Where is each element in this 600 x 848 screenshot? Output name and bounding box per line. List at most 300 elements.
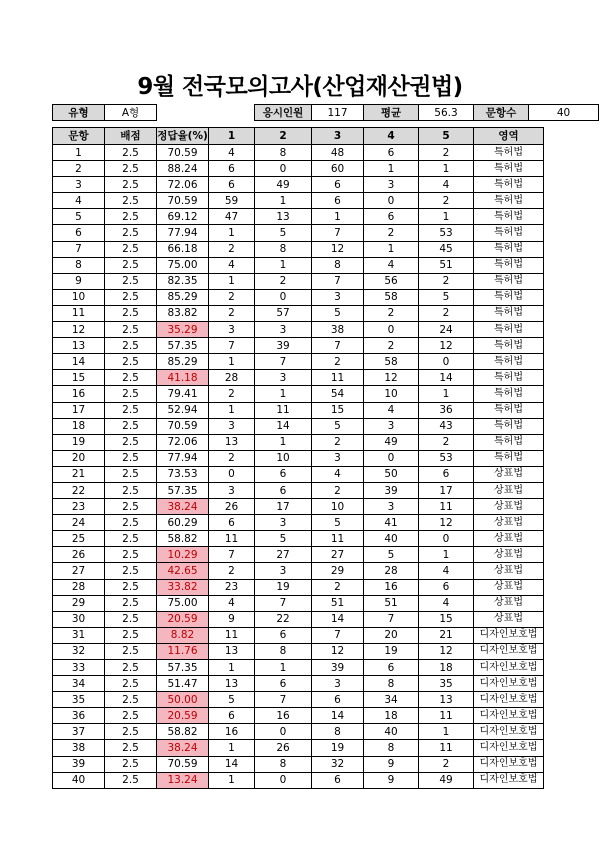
choice-3-count: 19 [312, 740, 364, 756]
page-title: 9월 전국모의고사(산업재산권법) [137, 74, 463, 100]
points: 2.5 [105, 692, 157, 708]
area: 디자인보호법 [474, 724, 544, 740]
choice-4-count: 3 [364, 177, 419, 193]
choice-2-count: 1 [255, 386, 312, 402]
choice-4-count: 50 [364, 466, 419, 482]
choice-3-count: 6 [312, 692, 364, 708]
choice-5-count: 11 [419, 708, 474, 724]
choice-1-count: 6 [209, 161, 255, 177]
header-choice-1: 1 [209, 128, 255, 145]
table-row [53, 354, 544, 370]
area: 상표법 [474, 547, 544, 563]
area: 특허법 [474, 177, 544, 193]
summary-table [52, 104, 599, 121]
choice-5-count: 2 [419, 756, 474, 772]
area: 디자인보호법 [474, 772, 544, 788]
choice-3-count: 11 [312, 370, 364, 386]
choice-5-count: 2 [419, 193, 474, 209]
choice-3-count: 11 [312, 531, 364, 547]
choice-2-count: 57 [255, 305, 312, 321]
area: 특허법 [474, 257, 544, 273]
choice-2-count: 8 [255, 145, 312, 161]
choice-5-count: 51 [419, 257, 474, 273]
table-row [53, 660, 544, 676]
correct-rate: 82.35 [157, 273, 209, 289]
choice-1-count: 13 [209, 643, 255, 659]
choice-5-count: 36 [419, 402, 474, 418]
table-row [53, 643, 544, 659]
question-number: 21 [53, 466, 105, 482]
choice-4-count: 6 [364, 209, 419, 225]
choice-3-count: 3 [312, 676, 364, 692]
question-number: 39 [53, 756, 105, 772]
correct-rate: 38.24 [157, 499, 209, 515]
table-row [53, 225, 544, 241]
choice-5-count: 5 [419, 289, 474, 305]
choice-1-count: 9 [209, 611, 255, 627]
choice-3-count: 32 [312, 756, 364, 772]
type-value: A형 [105, 105, 157, 121]
points: 2.5 [105, 756, 157, 772]
question-number: 22 [53, 482, 105, 498]
choice-4-count: 4 [364, 257, 419, 273]
choice-3-count: 1 [312, 209, 364, 225]
choice-3-count: 29 [312, 563, 364, 579]
points: 2.5 [105, 145, 157, 161]
choice-2-count: 3 [255, 322, 312, 338]
table-row [53, 418, 544, 434]
area: 디자인보호법 [474, 740, 544, 756]
correct-rate: 72.06 [157, 177, 209, 193]
table-row [53, 177, 544, 193]
choice-4-count: 3 [364, 418, 419, 434]
choice-3-count: 7 [312, 627, 364, 643]
table-row [53, 273, 544, 289]
choice-2-count: 5 [255, 531, 312, 547]
correct-rate: 77.94 [157, 225, 209, 241]
choice-3-count: 14 [312, 708, 364, 724]
choice-5-count: 1 [419, 547, 474, 563]
points: 2.5 [105, 370, 157, 386]
area: 특허법 [474, 354, 544, 370]
choice-1-count: 4 [209, 595, 255, 611]
points: 2.5 [105, 627, 157, 643]
area: 특허법 [474, 418, 544, 434]
correct-rate: 58.82 [157, 724, 209, 740]
choice-1-count: 6 [209, 515, 255, 531]
correct-rate: 70.59 [157, 756, 209, 772]
area: 상표법 [474, 499, 544, 515]
choice-5-count: 12 [419, 643, 474, 659]
choice-2-count: 3 [255, 515, 312, 531]
table-row [53, 499, 544, 515]
choice-5-count: 11 [419, 740, 474, 756]
table-row [53, 466, 544, 482]
results-table [52, 127, 544, 789]
points: 2.5 [105, 515, 157, 531]
area: 디자인보호법 [474, 756, 544, 772]
points: 2.5 [105, 354, 157, 370]
correct-rate: 83.82 [157, 305, 209, 321]
table-row [53, 756, 544, 772]
area: 특허법 [474, 241, 544, 257]
correct-rate: 52.94 [157, 402, 209, 418]
choice-3-count: 51 [312, 595, 364, 611]
choice-2-count: 6 [255, 482, 312, 498]
table-row [53, 145, 544, 161]
choice-1-count: 1 [209, 225, 255, 241]
choice-5-count: 6 [419, 466, 474, 482]
choice-3-count: 7 [312, 338, 364, 354]
points: 2.5 [105, 772, 157, 788]
question-number: 31 [53, 627, 105, 643]
correct-rate: 38.24 [157, 740, 209, 756]
table-row [53, 482, 544, 498]
question-number: 32 [53, 643, 105, 659]
choice-2-count: 2 [255, 273, 312, 289]
choice-5-count: 24 [419, 322, 474, 338]
choice-2-count: 3 [255, 370, 312, 386]
question-number: 13 [53, 338, 105, 354]
table-row [53, 740, 544, 756]
points: 2.5 [105, 611, 157, 627]
area: 특허법 [474, 434, 544, 450]
table-row [53, 611, 544, 627]
choice-1-count: 2 [209, 386, 255, 402]
points: 2.5 [105, 209, 157, 225]
choice-5-count: 13 [419, 692, 474, 708]
choice-5-count: 0 [419, 531, 474, 547]
choice-3-count: 2 [312, 482, 364, 498]
choice-2-count: 0 [255, 772, 312, 788]
question-number: 4 [53, 193, 105, 209]
question-number: 10 [53, 289, 105, 305]
area: 디자인보호법 [474, 643, 544, 659]
choice-2-count: 16 [255, 708, 312, 724]
choice-2-count: 39 [255, 338, 312, 354]
choice-4-count: 0 [364, 450, 419, 466]
choice-2-count: 13 [255, 209, 312, 225]
question-number: 14 [53, 354, 105, 370]
choice-1-count: 2 [209, 563, 255, 579]
area: 디자인보호법 [474, 692, 544, 708]
choice-1-count: 4 [209, 145, 255, 161]
choice-1-count: 26 [209, 499, 255, 515]
area: 특허법 [474, 145, 544, 161]
choice-3-count: 14 [312, 611, 364, 627]
choice-1-count: 1 [209, 354, 255, 370]
choice-1-count: 14 [209, 756, 255, 772]
table-row [53, 627, 544, 643]
points: 2.5 [105, 418, 157, 434]
correct-rate: 33.82 [157, 579, 209, 595]
correct-rate: 10.29 [157, 547, 209, 563]
table-row [53, 692, 544, 708]
correct-rate: 60.29 [157, 515, 209, 531]
choice-5-count: 4 [419, 563, 474, 579]
choice-2-count: 17 [255, 499, 312, 515]
choice-5-count: 2 [419, 305, 474, 321]
area: 상표법 [474, 531, 544, 547]
choice-3-count: 10 [312, 499, 364, 515]
table-header-row [53, 128, 544, 145]
points: 2.5 [105, 676, 157, 692]
area: 상표법 [474, 595, 544, 611]
choice-4-count: 7 [364, 611, 419, 627]
question-number: 29 [53, 595, 105, 611]
choice-4-count: 40 [364, 531, 419, 547]
correct-rate: 75.00 [157, 595, 209, 611]
table-row [53, 450, 544, 466]
choice-3-count: 38 [312, 322, 364, 338]
choice-4-count: 2 [364, 305, 419, 321]
question-number: 25 [53, 531, 105, 547]
choice-3-count: 3 [312, 289, 364, 305]
choice-3-count: 5 [312, 305, 364, 321]
table-row [53, 434, 544, 450]
correct-rate: 88.24 [157, 161, 209, 177]
points: 2.5 [105, 643, 157, 659]
points: 2.5 [105, 402, 157, 418]
choice-1-count: 3 [209, 482, 255, 498]
correct-rate: 11.76 [157, 643, 209, 659]
header-choice-4: 4 [364, 128, 419, 145]
choice-2-count: 6 [255, 627, 312, 643]
table-row [53, 547, 544, 563]
points: 2.5 [105, 482, 157, 498]
correct-rate: 41.18 [157, 370, 209, 386]
header-choice-5: 5 [419, 128, 474, 145]
table-row [53, 386, 544, 402]
correct-rate: 70.59 [157, 193, 209, 209]
choice-3-count: 8 [312, 724, 364, 740]
question-number: 35 [53, 692, 105, 708]
points: 2.5 [105, 289, 157, 305]
choice-2-count: 6 [255, 676, 312, 692]
choice-1-count: 1 [209, 772, 255, 788]
choice-5-count: 1 [419, 161, 474, 177]
choice-5-count: 35 [419, 676, 474, 692]
choice-5-count: 1 [419, 724, 474, 740]
header-question: 문항 [53, 128, 105, 145]
choice-5-count: 18 [419, 660, 474, 676]
question-number: 28 [53, 579, 105, 595]
correct-rate: 69.12 [157, 209, 209, 225]
choice-2-count: 5 [255, 225, 312, 241]
choice-4-count: 19 [364, 643, 419, 659]
choice-1-count: 2 [209, 289, 255, 305]
area: 특허법 [474, 322, 544, 338]
choice-2-count: 7 [255, 692, 312, 708]
question-number: 37 [53, 724, 105, 740]
choice-4-count: 6 [364, 145, 419, 161]
choice-1-count: 3 [209, 418, 255, 434]
choice-5-count: 1 [419, 386, 474, 402]
choice-1-count: 16 [209, 724, 255, 740]
table-row [53, 257, 544, 273]
choice-5-count: 1 [419, 209, 474, 225]
choice-2-count: 8 [255, 241, 312, 257]
choice-4-count: 8 [364, 740, 419, 756]
choice-3-count: 4 [312, 466, 364, 482]
choice-5-count: 6 [419, 579, 474, 595]
question-number: 34 [53, 676, 105, 692]
correct-rate: 79.41 [157, 386, 209, 402]
question-number: 2 [53, 161, 105, 177]
choice-3-count: 48 [312, 145, 364, 161]
points: 2.5 [105, 450, 157, 466]
choice-2-count: 3 [255, 563, 312, 579]
table-row [53, 305, 544, 321]
question-number: 36 [53, 708, 105, 724]
table-row [53, 338, 544, 354]
choice-2-count: 22 [255, 611, 312, 627]
table-row [53, 531, 544, 547]
average-label: 평균 [364, 105, 419, 121]
correct-rate: 50.00 [157, 692, 209, 708]
points: 2.5 [105, 660, 157, 676]
choice-1-count: 11 [209, 531, 255, 547]
points: 2.5 [105, 241, 157, 257]
choice-3-count: 6 [312, 772, 364, 788]
table-row [53, 724, 544, 740]
examinees-value: 117 [312, 105, 364, 121]
choice-2-count: 0 [255, 289, 312, 305]
choice-2-count: 0 [255, 161, 312, 177]
points: 2.5 [105, 386, 157, 402]
correct-rate: 58.82 [157, 531, 209, 547]
choice-4-count: 9 [364, 756, 419, 772]
choice-3-count: 3 [312, 450, 364, 466]
area: 특허법 [474, 370, 544, 386]
area: 디자인보호법 [474, 660, 544, 676]
choice-4-count: 12 [364, 370, 419, 386]
choice-2-count: 1 [255, 193, 312, 209]
choice-4-count: 5 [364, 547, 419, 563]
correct-rate: 57.35 [157, 338, 209, 354]
choice-2-count: 8 [255, 756, 312, 772]
choice-1-count: 5 [209, 692, 255, 708]
area: 특허법 [474, 305, 544, 321]
question-number: 19 [53, 434, 105, 450]
correct-rate: 75.00 [157, 257, 209, 273]
choice-2-count: 1 [255, 660, 312, 676]
table-row [53, 515, 544, 531]
area: 특허법 [474, 225, 544, 241]
choice-2-count: 14 [255, 418, 312, 434]
table-row [53, 209, 544, 225]
table-row [53, 370, 544, 386]
correct-rate: 57.35 [157, 660, 209, 676]
correct-rate: 70.59 [157, 418, 209, 434]
question-number: 20 [53, 450, 105, 466]
choice-4-count: 2 [364, 338, 419, 354]
choice-4-count: 49 [364, 434, 419, 450]
choice-4-count: 10 [364, 386, 419, 402]
choice-4-count: 1 [364, 161, 419, 177]
choice-2-count: 8 [255, 643, 312, 659]
choice-1-count: 13 [209, 434, 255, 450]
table-row [53, 708, 544, 724]
choice-4-count: 40 [364, 724, 419, 740]
choice-4-count: 28 [364, 563, 419, 579]
question-number: 3 [53, 177, 105, 193]
choice-2-count: 7 [255, 354, 312, 370]
question-number: 26 [53, 547, 105, 563]
choice-1-count: 6 [209, 708, 255, 724]
area: 특허법 [474, 289, 544, 305]
header-choice-2: 2 [255, 128, 312, 145]
choice-5-count: 4 [419, 177, 474, 193]
choice-5-count: 53 [419, 450, 474, 466]
choice-3-count: 2 [312, 434, 364, 450]
area: 특허법 [474, 338, 544, 354]
choice-1-count: 0 [209, 466, 255, 482]
choice-1-count: 1 [209, 273, 255, 289]
table-row [53, 241, 544, 257]
choice-1-count: 28 [209, 370, 255, 386]
choice-4-count: 16 [364, 579, 419, 595]
choice-4-count: 58 [364, 354, 419, 370]
choice-5-count: 53 [419, 225, 474, 241]
question-number: 30 [53, 611, 105, 627]
choice-5-count: 0 [419, 354, 474, 370]
points: 2.5 [105, 322, 157, 338]
points: 2.5 [105, 531, 157, 547]
choice-3-count: 2 [312, 579, 364, 595]
choice-4-count: 34 [364, 692, 419, 708]
area: 특허법 [474, 450, 544, 466]
header-choice-3: 3 [312, 128, 364, 145]
correct-rate: 35.29 [157, 322, 209, 338]
table-row [53, 193, 544, 209]
area: 상표법 [474, 563, 544, 579]
area: 상표법 [474, 611, 544, 627]
choice-5-count: 12 [419, 338, 474, 354]
questions-label: 문항수 [474, 105, 529, 121]
points: 2.5 [105, 547, 157, 563]
choice-1-count: 3 [209, 322, 255, 338]
choice-1-count: 7 [209, 338, 255, 354]
choice-4-count: 39 [364, 482, 419, 498]
area: 상표법 [474, 466, 544, 482]
choice-5-count: 2 [419, 145, 474, 161]
area: 디자인보호법 [474, 627, 544, 643]
choice-2-count: 10 [255, 450, 312, 466]
area: 상표법 [474, 482, 544, 498]
choice-2-count: 26 [255, 740, 312, 756]
choice-3-count: 12 [312, 643, 364, 659]
choice-3-count: 15 [312, 402, 364, 418]
choice-5-count: 2 [419, 273, 474, 289]
choice-5-count: 4 [419, 595, 474, 611]
question-number: 17 [53, 402, 105, 418]
choice-1-count: 7 [209, 547, 255, 563]
question-number: 5 [53, 209, 105, 225]
choice-5-count: 15 [419, 611, 474, 627]
table-row [53, 595, 544, 611]
choice-4-count: 41 [364, 515, 419, 531]
examinees-label: 응시인원 [255, 105, 312, 121]
area: 디자인보호법 [474, 676, 544, 692]
choice-1-count: 2 [209, 305, 255, 321]
choice-3-count: 60 [312, 161, 364, 177]
area: 상표법 [474, 515, 544, 531]
points: 2.5 [105, 595, 157, 611]
question-number: 9 [53, 273, 105, 289]
choice-3-count: 54 [312, 386, 364, 402]
correct-rate: 20.59 [157, 611, 209, 627]
